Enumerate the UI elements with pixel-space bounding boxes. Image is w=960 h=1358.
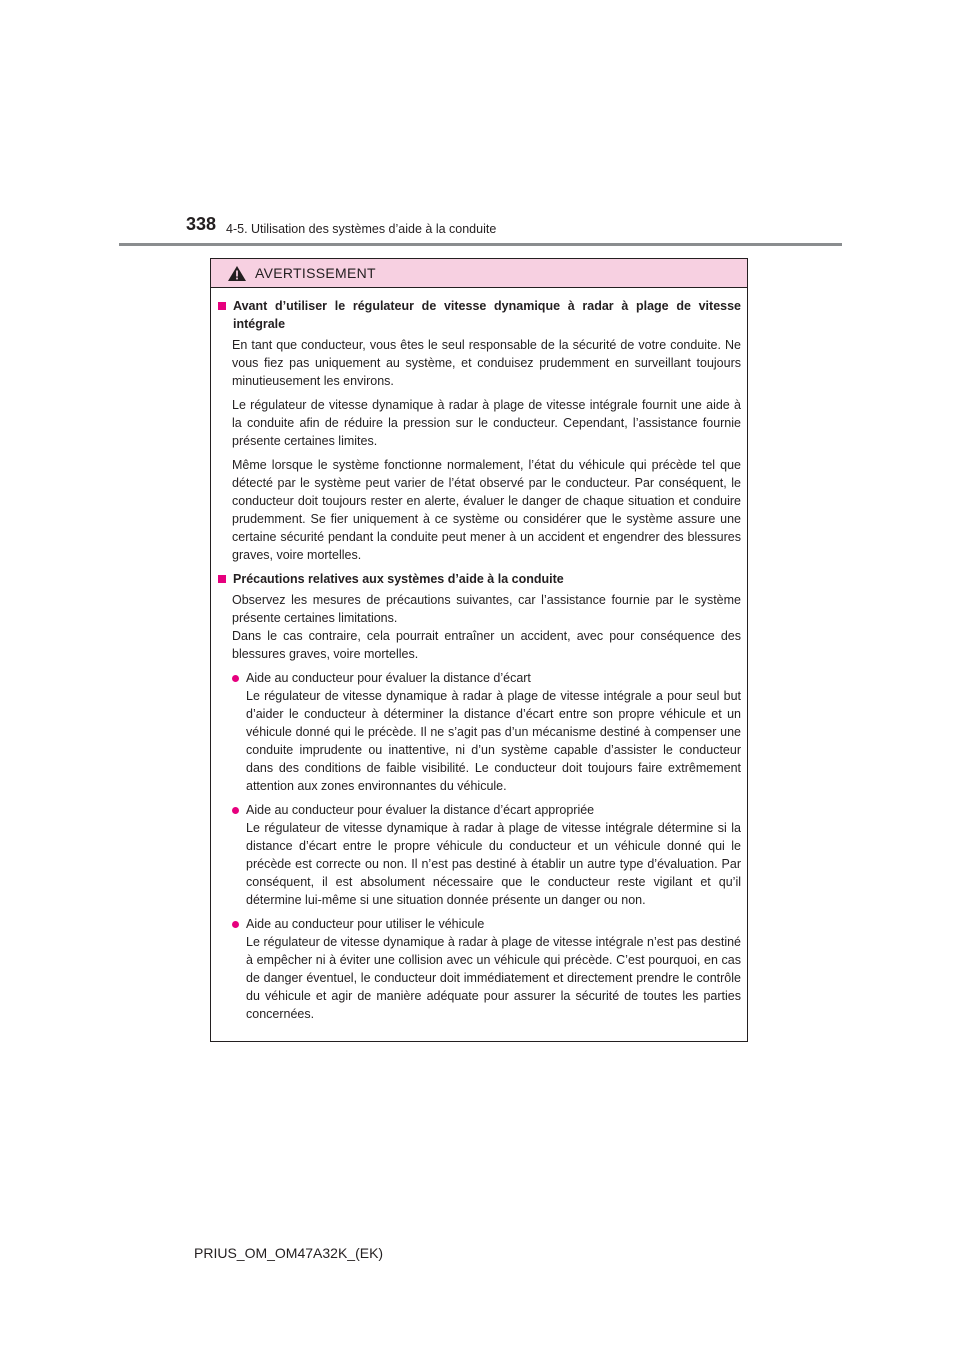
bullet-item (232, 915, 741, 1023)
section-before-use (218, 297, 741, 564)
header-divider (119, 243, 842, 246)
bullet-title: Aide au conducteur pour utiliser le véhicule (246, 917, 485, 931)
square-bullet-icon (218, 575, 226, 583)
section-heading: Avant d’utiliser le régulateur de vitesse dynamique à radar à plage de vitesse intégrale (218, 297, 741, 333)
square-bullet-icon (218, 302, 226, 310)
warning-title: AVERTISSEMENT (255, 265, 376, 281)
section-heading: Précautions relatives aux systèmes d’aide à la conduite (218, 570, 741, 588)
warning-triangle-icon (227, 265, 247, 282)
paragraph: En tant que conducteur, vous êtes le seul responsable de la sécurité de votre conduite. Ne vous fiez pas uniquement au système, et conduisez prudemment en surveillant toujours minutieusement les environs. (232, 338, 741, 388)
bullet-item (232, 801, 741, 909)
paragraph: Observez les mesures de précautions suivantes, car l’assistance fournie par le système présente certaines limitations. Dans le cas contraire, cela pourrait entraîner un accident, avec pour conséquence des blessures graves, voire mortelles. (232, 593, 741, 661)
page-number: 338 (186, 214, 217, 234)
bullet-text: Le régulateur de vitesse dynamique à radar à plage de vitesse intégrale a pour seul but d’aider le conducteur à déterminer la distance d’écart entre son propre véhicule et un véhicule donné qui le précède. Il ne s’agit pas d’un mécanisme destiné à compenser une conduite imprudente ou inattentive, ni d’un système capable d’assister le conducteur dans des conditions de faible visibilité. Le conducteur doit toujours faire extrêmement attention aux zones environnantes du véhicule. (246, 689, 741, 793)
bullet-text: Le régulateur de vitesse dynamique à radar à plage de vitesse intégrale détermine si la distance d’écart entre le propre véhicule du conducteur et un véhicule donné qui le précède est correcte ou non. Il n’est pas destiné à établir un autre type d’évaluation. Par conséquent, il est absolument nécessaire que le conducteur reste vigilant et qu’il détermine lui-même si une situation donnée présente un danger ou non. (246, 821, 741, 907)
warning-header (211, 259, 747, 288)
bullet-dot-icon (232, 921, 239, 928)
chapter-title: 4-5. Utilisation des systèmes d’aide à la conduite (226, 222, 497, 236)
document-code: PRIUS_OM_OM47A32K_(EK) (194, 1245, 384, 1261)
section-precautions (218, 570, 741, 1023)
paragraph: Même lorsque le système fonctionne normalement, l’état du véhicule qui précède tel que détecté par le système peut varier de l’état observé par le conducteur. Par conséquent, le conducteur doit toujours rester en alerte, évaluer le danger de chaque situation et conduire prudemment. Se fier uniquement à ce système ou considérer que le système assure une certaine sécurité pendant la conduite peut mener à un accident et engendrer des blessures graves, voire mortelles. (232, 458, 741, 562)
warning-box (210, 258, 748, 1042)
bullet-dot-icon (232, 807, 239, 814)
bullet-text: Le régulateur de vitesse dynamique à radar à plage de vitesse intégrale n’est pas destiné à empêcher ni à éviter une collision avec un véhicule qui précède. C’est pourquoi, en cas de danger éventuel, le conducteur doit immédiatement et directement prendre le contrôle du véhicule et agir de manière adéquate pour assurer la sécurité de toutes les parties concernées. (246, 935, 741, 1021)
bullet-dot-icon (232, 675, 239, 682)
bullet-title: Aide au conducteur pour évaluer la distance d’écart (246, 671, 531, 685)
warning-body (211, 288, 747, 1023)
bullet-title: Aide au conducteur pour évaluer la distance d’écart appropriée (246, 803, 595, 817)
bullet-item (232, 669, 741, 795)
paragraph: Le régulateur de vitesse dynamique à radar à plage de vitesse intégrale fournit une aide à la conduite afin de réduire la pression sur le conducteur. Cependant, l’assistance fournie présente certaines limites. (232, 398, 741, 448)
